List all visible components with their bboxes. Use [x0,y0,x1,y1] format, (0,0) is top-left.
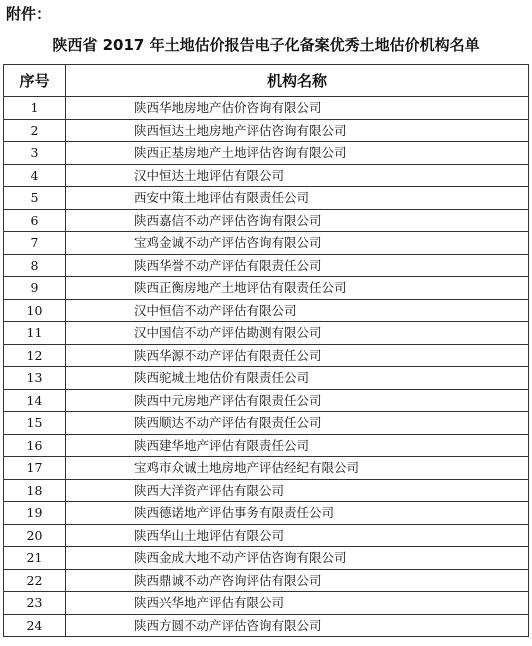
organization-name-cell: 陕西华誉不动产评估有限责任公司 [66,254,529,277]
serial-number-cell: 18 [4,479,66,502]
table-row [4,614,529,637]
table-row [4,187,529,210]
table-row [4,367,529,390]
serial-number-cell: 11 [4,322,66,345]
table-row [4,209,529,232]
serial-number-cell: 8 [4,254,66,277]
table-row [4,344,529,367]
table-row [4,97,529,120]
organization-name-cell: 陕西方圆不动产评估咨询有限公司 [66,614,529,637]
organization-name-cell: 陕西驼城土地估价有限责任公司 [66,367,529,390]
table-row [4,142,529,165]
organization-name-cell: 陕西鼎诚不动产咨询评估有限公司 [66,569,529,592]
attachment-label: 附件： [6,5,52,23]
organization-name-cell: 陕西正衡房地产土地评估有限责任公司 [66,277,529,300]
serial-number-cell: 2 [4,119,66,142]
organization-name-cell: 宝鸡市众诚土地房地产评估经纪有限公司 [66,457,529,480]
serial-number-cell: 24 [4,614,66,637]
serial-number-cell: 22 [4,569,66,592]
table-row [4,434,529,457]
table-row [4,119,529,142]
table-row [4,232,529,255]
organization-name-cell: 陕西兴华地产评估有限公司 [66,592,529,615]
table-row [4,277,529,300]
serial-number-cell: 4 [4,164,66,187]
table-row [4,322,529,345]
serial-number-cell: 13 [4,367,66,390]
organization-name-cell: 陕西华源不动产评估有限责任公司 [66,344,529,367]
organization-name-cell: 汉中恒达土地评估有限公司 [66,164,529,187]
organization-name-cell: 陕西正基房地产土地评估咨询有限公司 [66,142,529,165]
table-row [4,389,529,412]
organization-name-cell: 陕西建华地产评估有限责任公司 [66,434,529,457]
serial-number-cell: 19 [4,502,66,525]
organization-name-cell: 陕西顺达不动产评估有限责任公司 [66,412,529,435]
serial-number-cell: 5 [4,187,66,210]
serial-number-cell: 9 [4,277,66,300]
table-row [4,569,529,592]
serial-number-cell: 21 [4,547,66,570]
table-row [4,254,529,277]
serial-number-cell: 6 [4,209,66,232]
table-body [4,97,529,637]
serial-number-cell: 3 [4,142,66,165]
table-row [4,299,529,322]
organization-name-cell: 陕西中元房地产评估有限责任公司 [66,389,529,412]
document-title: 陕西省 2017 年土地估价报告电子化备案优秀土地估价机构名单 [52,36,480,54]
table-header [4,65,529,97]
table-row [4,412,529,435]
header-organization-name: 机构名称 [66,65,529,97]
table-row [4,502,529,525]
table-row [4,524,529,547]
table-row [4,592,529,615]
serial-number-cell: 14 [4,389,66,412]
header-serial-number: 序号 [4,65,66,97]
table-row [4,479,529,502]
serial-number-cell: 16 [4,434,66,457]
organization-name-cell: 汉中国信不动产评估勘测有限公司 [66,322,529,345]
serial-number-cell: 10 [4,299,66,322]
serial-number-cell: 15 [4,412,66,435]
serial-number-cell: 23 [4,592,66,615]
table-row [4,547,529,570]
organization-name-cell: 陕西华地房地产估价咨询有限公司 [66,97,529,120]
table-row [4,164,529,187]
organization-table [3,64,529,637]
organization-name-cell: 汉中恒信不动产评估有限公司 [66,299,529,322]
organization-name-cell: 陕西大洋资产评估有限公司 [66,479,529,502]
organization-name-cell: 宝鸡金诚不动产评估咨询有限公司 [66,232,529,255]
serial-number-cell: 12 [4,344,66,367]
organization-name-cell: 陕西金成大地不动产评估咨询有限公司 [66,547,529,570]
organization-name-cell: 西安中策土地评估有限责任公司 [66,187,529,210]
organization-name-cell: 陕西恒达土地房地产评估咨询有限公司 [66,119,529,142]
organization-name-cell: 陕西华山土地评估有限公司 [66,524,529,547]
organization-name-cell: 陕西嘉信不动产评估咨询有限公司 [66,209,529,232]
serial-number-cell: 1 [4,97,66,120]
header-row [4,65,529,97]
organization-name-cell: 陕西德诺地产评估事务有限责任公司 [66,502,529,525]
serial-number-cell: 7 [4,232,66,255]
serial-number-cell: 20 [4,524,66,547]
serial-number-cell: 17 [4,457,66,480]
table-row [4,457,529,480]
